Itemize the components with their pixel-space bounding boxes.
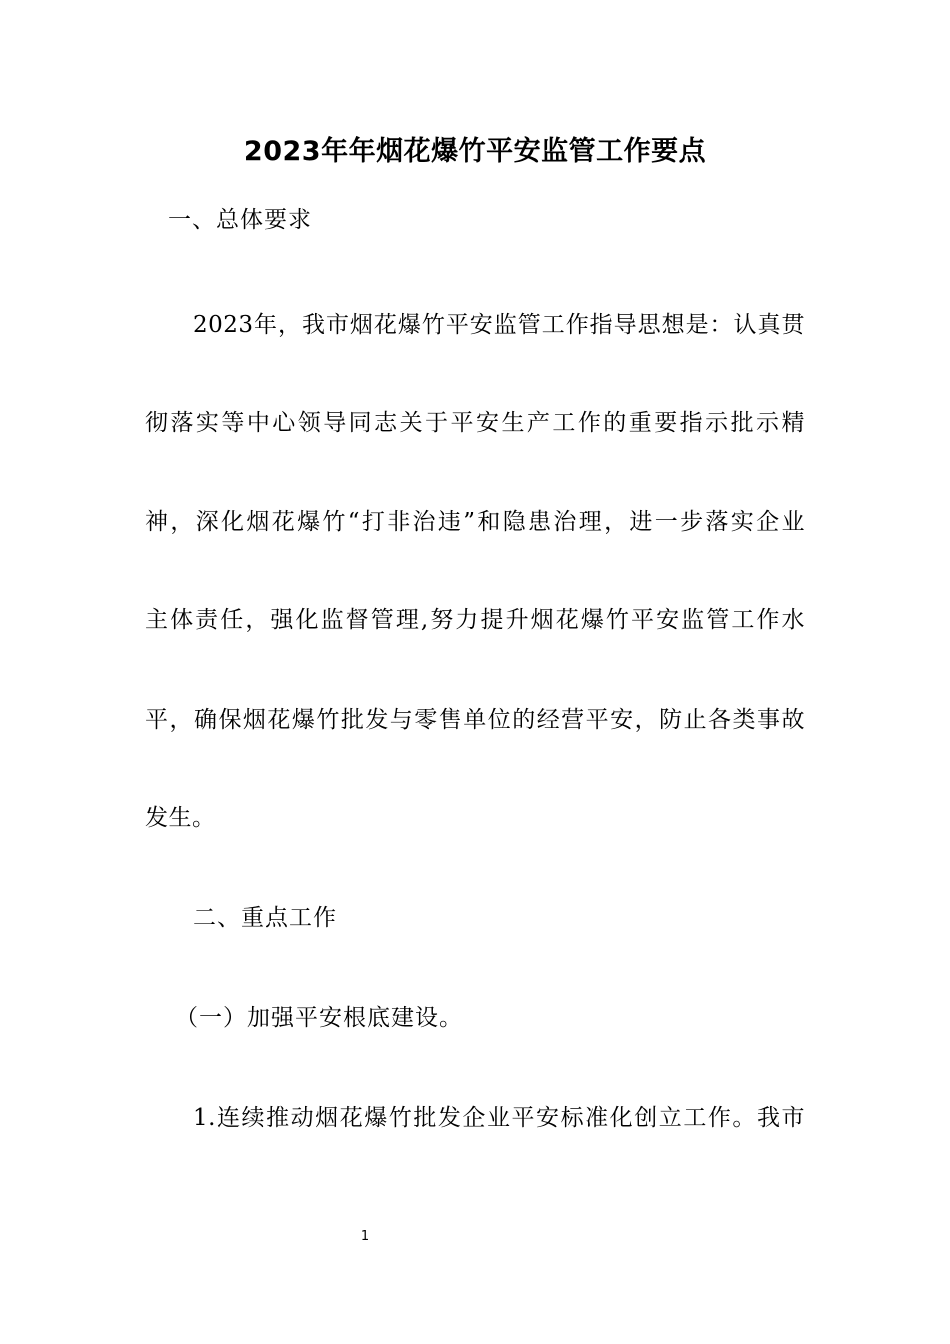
section-heading: 二、重点工作: [193, 905, 337, 931]
section-heading: 一、总体要求: [168, 207, 312, 233]
page-number: 1: [360, 1229, 370, 1244]
list-item-line: 1.连续推动烟花爆竹批发企业平安标准化创立工作。我市: [193, 1105, 805, 1131]
subsection-heading: （一）加强平安根底建设。: [175, 1005, 463, 1031]
paragraph-line: 神，深化烟花爆竹“打非治违”和隐患治理，进一步落实企业: [145, 509, 805, 535]
document-title: 2023年年烟花爆竹平安监管工作要点: [243, 136, 707, 167]
paragraph-line: 平，确保烟花爆竹批发与零售单位的经营平安，防止各类事故: [145, 707, 805, 733]
paragraph-line: 主体责任，强化监督管理,努力提升烟花爆竹平安监管工作水: [145, 607, 805, 633]
paragraph-line: 2023年，我市烟花爆竹平安监管工作指导思想是：认真贯: [193, 312, 805, 338]
paragraph-line: 彻落实等中心领导同志关于平安生产工作的重要指示批示精: [145, 410, 805, 436]
paragraph-line: 发生。: [145, 805, 216, 831]
